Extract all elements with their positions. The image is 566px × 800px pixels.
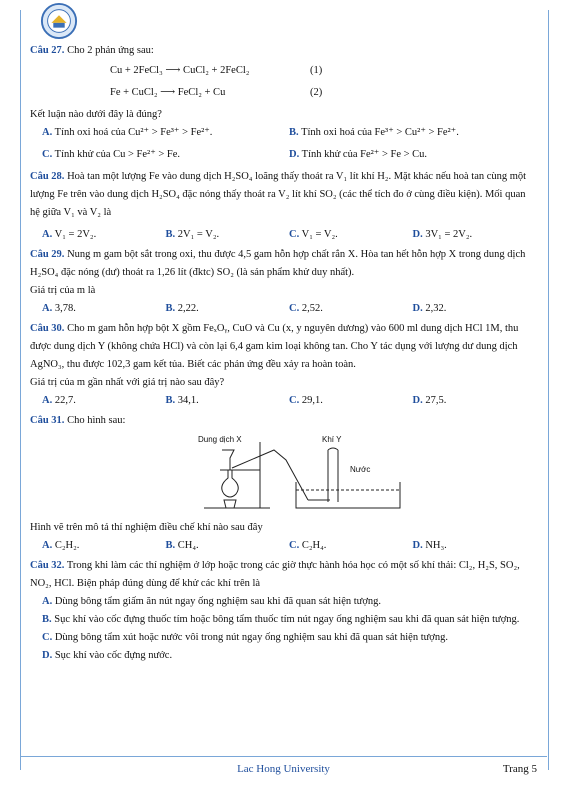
answer-d[interactable] xyxy=(413,300,537,318)
question-number: Câu 28. xyxy=(30,171,65,182)
question-stem: Trong khi làm các thí nghiệm ở lớp hoặc trong các giờ thực hành hóa học có một số khí thải: Cl₂, H₂S, SO₂, NO₂, HCl. Biện pháp đúng dùng để khử các khí trên là xyxy=(30,560,520,589)
question-prompt: Giá trị của m gần nhất với giá trị nào sau đây? xyxy=(30,377,225,388)
question-28 xyxy=(30,168,536,244)
answer-row xyxy=(42,124,536,142)
answer-b[interactable] xyxy=(42,611,536,629)
exam-content xyxy=(30,42,536,665)
answer-label: C. xyxy=(289,229,300,240)
answer-label: C. xyxy=(42,632,53,643)
answer-b[interactable] xyxy=(289,124,536,142)
solution-x-label: Dung dịch X xyxy=(198,435,242,444)
answer-a[interactable] xyxy=(42,226,166,244)
answer-text: 2V₁ = V₂. xyxy=(177,229,220,240)
answer-d[interactable] xyxy=(413,537,537,555)
answer-d[interactable] xyxy=(42,647,536,665)
answer-label: B. xyxy=(289,127,299,138)
answer-text: 2,22. xyxy=(177,303,199,314)
question-stem: Cho hình sau: xyxy=(67,415,126,426)
answer-text: 29,1. xyxy=(301,395,323,406)
answer-label: D. xyxy=(42,650,53,661)
gas-y-label: Khí Y xyxy=(322,435,342,444)
answer-a[interactable] xyxy=(42,537,166,555)
answer-text: Dùng bông tẩm giấm ăn nút ngay ống nghiệm sau khi đã quan sát hiện tượng. xyxy=(54,596,382,607)
question-30 xyxy=(30,320,536,410)
water-label: Nước xyxy=(350,465,371,474)
answer-text: 27,5. xyxy=(425,395,447,406)
gas-collection-apparatus-diagram xyxy=(190,430,410,512)
answer-label: C. xyxy=(289,395,300,406)
question-number: Câu 27. xyxy=(30,45,65,56)
answer-c[interactable] xyxy=(42,146,289,164)
answer-text: V₁ = 2V₂. xyxy=(54,229,97,240)
answer-label: A. xyxy=(42,540,53,551)
answer-text: Tính oxi hoá của Fe³⁺ > Cu²⁺ > Fe²⁺. xyxy=(301,127,459,138)
answer-d[interactable] xyxy=(413,226,537,244)
answer-label: B. xyxy=(165,395,176,406)
answer-text: V₁ = V₂. xyxy=(301,229,338,240)
answer-label: D. xyxy=(412,395,423,406)
answer-row xyxy=(42,226,536,244)
answer-text: 2,32. xyxy=(425,303,447,314)
answer-b[interactable] xyxy=(166,226,290,244)
question-stem: Hoà tan một lượng Fe vào dung dịch H₂SO₄ loãng thấy thoát ra V₁ lít khí H₂. Mặt khác nếu hoà tan cùng một lượng Fe trên vào dung dịch H₂SO₄ đặc nóng thấy thoát ra V₂ lít khí SO₂ (các thể tích đo ở cùng điều kiện). Mối quan hệ giữa V₁ và V₂ là xyxy=(30,171,527,218)
equation-number: (1) xyxy=(310,65,323,76)
question-number: Câu 29. xyxy=(30,249,65,260)
answer-text: C₂H₄. xyxy=(301,540,327,551)
answer-b[interactable] xyxy=(166,537,290,555)
question-stem: Cho m gam hỗn hợp bột X gồm FeₓOᵧ, CuO và Cu (x, y nguyên dương) vào 600 ml dung dịch HCl 1M, thu được dung dịch Y (không chứa HCl) và còn lại 6,4 gam kim loại không tan. Cho Y tác dụng với lượng dư dung dịch AgNO₃, thu được 102,3 gam kết tủa. Biết các phản ứng đều xảy ra hoàn toàn. xyxy=(30,323,519,370)
answer-text: 2,52. xyxy=(301,303,323,314)
answer-label: D. xyxy=(412,540,423,551)
equation-1 xyxy=(110,62,536,80)
answer-a[interactable] xyxy=(42,593,536,611)
answer-text: Sục khí vào cốc đựng thuốc tím hoặc bông tẩm thuốc tím nút ngay ống nghiệm sau khi đã quan sát hiện tượng. xyxy=(54,614,520,625)
answer-label: A. xyxy=(42,303,53,314)
question-32 xyxy=(30,557,536,665)
question-number: Câu 31. xyxy=(30,415,65,426)
answer-row xyxy=(42,146,536,164)
equation-number: (2) xyxy=(310,87,323,98)
answer-c[interactable] xyxy=(289,300,413,318)
question-27 xyxy=(30,42,536,164)
answer-c[interactable] xyxy=(289,537,413,555)
answer-b[interactable] xyxy=(166,300,290,318)
answer-label: D. xyxy=(412,229,423,240)
answer-text: NH₃. xyxy=(425,540,447,551)
answer-c[interactable] xyxy=(289,226,413,244)
equation-text: Fe + CuCl₂ ⟶ FeCl₂ + Cu xyxy=(110,87,226,98)
answer-text: Dùng bông tẩm xút hoặc nước vôi trong nút ngay ống nghiệm sau khi đã quan sát hiện tượng. xyxy=(54,632,448,643)
equation-text: Cu + 2FeCl₃ ⟶ CuCl₂ + 2FeCl₂ xyxy=(110,65,250,76)
answer-b[interactable] xyxy=(166,392,290,410)
answer-c[interactable] xyxy=(42,629,536,647)
answer-row xyxy=(42,392,536,410)
answer-d[interactable] xyxy=(289,146,536,164)
answer-label: B. xyxy=(165,303,176,314)
answer-text: 3,78. xyxy=(54,303,76,314)
answer-row xyxy=(42,300,536,318)
answer-label: D. xyxy=(289,149,300,160)
answer-row xyxy=(42,537,536,555)
answer-text: 34,1. xyxy=(177,395,199,406)
answer-label: C. xyxy=(42,149,53,160)
answer-label: B. xyxy=(165,229,176,240)
answer-a[interactable] xyxy=(42,300,166,318)
answer-text: 22,7. xyxy=(54,395,76,406)
page-footer xyxy=(20,756,547,775)
question-29 xyxy=(30,246,536,318)
answer-label: A. xyxy=(42,395,53,406)
answer-label: D. xyxy=(412,303,423,314)
question-number: Câu 32. xyxy=(30,560,65,571)
question-stem: Nung m gam bột sắt trong oxi, thu được 4,5 gam hỗn hợp chất rắn X. Hòa tan hết hỗn hợp X trong dung dịch H₂SO₄ đặc nóng (dư) thoát ra 1,26 lít (đktc) SO₂ (là sản phẩm khử duy nhất). xyxy=(30,249,526,278)
equation-2 xyxy=(110,84,536,102)
answer-label: B. xyxy=(165,540,176,551)
answer-text: Tính khử của Cu > Fe²⁺ > Fe. xyxy=(54,149,181,160)
answer-label: B. xyxy=(42,614,52,625)
question-prompt: Giá trị của m là xyxy=(30,285,96,296)
answer-label: C. xyxy=(289,303,300,314)
question-31 xyxy=(30,412,536,555)
answer-text: 3V₁ = 2V₂. xyxy=(425,229,473,240)
answer-label: A. xyxy=(42,127,53,138)
answer-a[interactable] xyxy=(42,392,166,410)
answer-text: Tính oxi hoá của Cu²⁺ > Fe³⁺ > Fe²⁺. xyxy=(54,127,213,138)
answer-text: Tính khử của Fe²⁺ > Fe > Cu. xyxy=(301,149,428,160)
answer-c[interactable] xyxy=(289,392,413,410)
footer-school-name: Lac Hong University xyxy=(237,763,330,775)
question-stem: Cho 2 phản ứng sau: xyxy=(67,45,154,56)
question-prompt: Kết luận nào dưới đây là đúng? xyxy=(30,109,162,120)
answer-text: C₂H₂. xyxy=(54,540,80,551)
answer-label: A. xyxy=(42,229,53,240)
answer-d[interactable] xyxy=(413,392,537,410)
page-number: Trang 5 xyxy=(502,763,537,775)
answer-label: C. xyxy=(289,540,300,551)
answer-label: A. xyxy=(42,596,53,607)
answer-text: CH₄. xyxy=(177,540,199,551)
answer-text: Sục khí vào cốc đựng nước. xyxy=(54,650,173,661)
question-prompt: Hình vẽ trên mô tả thí nghiệm điều chế khí nào sau đây xyxy=(30,522,263,533)
university-logo-icon xyxy=(40,2,78,40)
question-number: Câu 30. xyxy=(30,323,65,334)
answer-a[interactable] xyxy=(42,124,289,142)
